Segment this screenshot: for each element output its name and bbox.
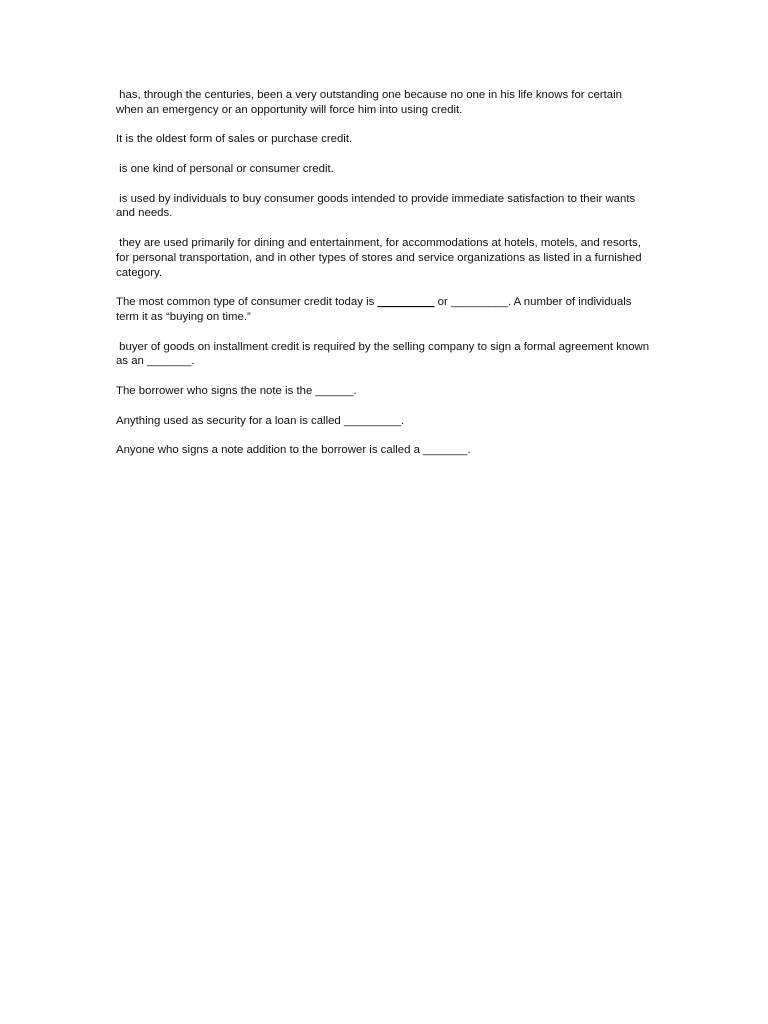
paragraph-common-credit bbox=[116, 295, 652, 325]
paragraph-borrower: The borrower who signs the note is the ______. bbox=[116, 384, 357, 397]
paragraph-security: Anything used as security for a loan is called _________. bbox=[116, 414, 405, 427]
paragraph-consumer-goods: is used by individuals to buy consumer goods intended to provide immediate satisfaction to their wants and needs. bbox=[116, 192, 639, 220]
paragraph-credit-history: has, through the centuries, been a very outstanding one because no one in his life knows for certain when an emergency or an opportunity will force him into using credit. bbox=[116, 89, 626, 116]
common-credit-blank-1: _________ bbox=[377, 296, 435, 309]
common-credit-text-before: The most common type of consumer credit today is bbox=[116, 296, 378, 309]
paragraph-cosigner: Anyone who signs a note addition to the borrower is called a _______. bbox=[116, 444, 471, 457]
common-credit-text-after: or _________. A number of individuals term it as “buying on time.” bbox=[116, 296, 635, 323]
paragraph-personal-credit: is one kind of personal or consumer credit. bbox=[116, 162, 334, 175]
document-body bbox=[116, 88, 652, 473]
paragraph-oldest-form: It is the oldest form of sales or purchase credit. bbox=[116, 133, 353, 146]
paragraph-installment-agreement: buyer of goods on installment credit is required by the selling company to sign a formal agreement known as an _______. bbox=[116, 340, 653, 368]
paragraph-dining-entertainment: they are used primarily for dining and entertainment, for accommodations at hotels, motels, and resorts, for personal transportation, and in other types of stores and service organizations as listed in a furnished category. bbox=[116, 236, 645, 279]
